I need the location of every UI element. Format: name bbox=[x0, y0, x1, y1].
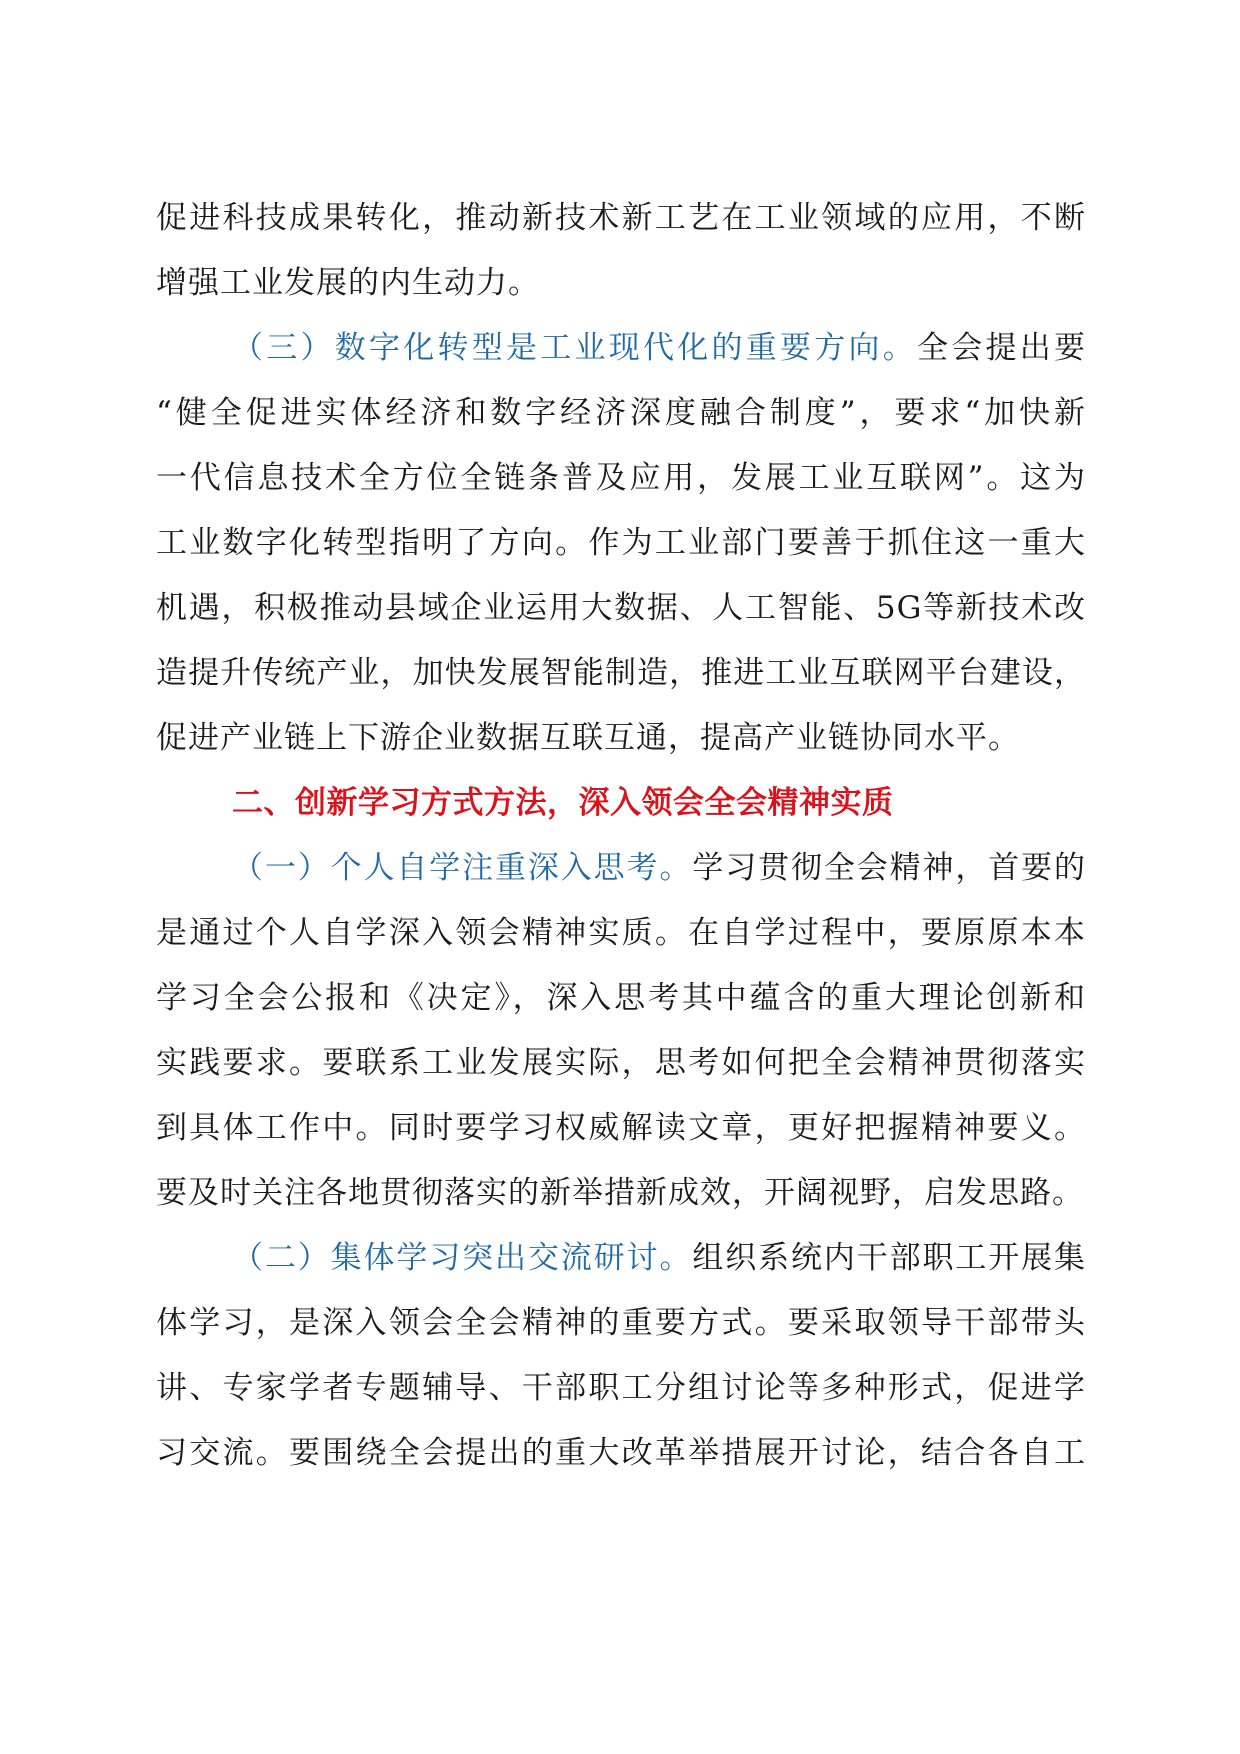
text-line: “健全促进实体经济和数字经济深度融合制度”，要求“加快新 bbox=[156, 395, 1086, 431]
text-fragment: 组织系统内干部职工开展集 bbox=[692, 1240, 1087, 1276]
text-line: 促进科技成果转化，推动新技术新工艺在工业领域的应用，不断 bbox=[156, 200, 1086, 236]
subheading-three: （三）数字化转型是工业现代化的重要方向。 bbox=[232, 330, 917, 366]
paragraph-continuation bbox=[156, 186, 1086, 316]
text-line: 实践要求。要联系工业发展实际，思考如何把全会精神贯彻落实 bbox=[156, 1045, 1086, 1081]
paragraph-group-study bbox=[156, 1226, 1086, 1486]
subheading-one: （一）个人自学注重深入思考。 bbox=[232, 850, 693, 886]
text-line: 讲、专家学者专题辅导、干部职工分组讨论等多种形式，促进学 bbox=[156, 1370, 1086, 1406]
text-line: 促进产业链上下游企业数据互联互通，提高产业链协同水平。 bbox=[156, 720, 1020, 756]
text-line bbox=[156, 1226, 1086, 1291]
paragraph-digital-transformation bbox=[156, 316, 1086, 771]
paragraph-self-study bbox=[156, 836, 1086, 1226]
text-line: 体学习，是深入领会全会精神的重要方式。要采取领导干部带头 bbox=[156, 1305, 1086, 1341]
text-line: 工业数字化转型指明了方向。作为工业部门要善于抓住这一重大 bbox=[156, 525, 1086, 561]
text-line: 是通过个人自学深入领会精神实质。在自学过程中，要原原本本 bbox=[156, 915, 1086, 951]
text-line bbox=[156, 316, 1086, 381]
text-line: 到具体工作中。同时要学习权威解读文章，更好把握精神要义。 bbox=[156, 1110, 1086, 1146]
text-line: 增强工业发展的内生动力。 bbox=[156, 265, 540, 301]
text-fragment: 全会提出要 bbox=[917, 330, 1086, 366]
text-line: 习交流。要围绕全会提出的重大改革举措展开讨论，结合各自工 bbox=[156, 1435, 1086, 1471]
text-line: 要及时关注各地贯彻落实的新举措新成效，开阔视野，启发思路。 bbox=[156, 1175, 1084, 1211]
text-line: 机遇，积极推动县域企业运用大数据、人工智能、5G等新技术改 bbox=[156, 590, 1086, 626]
text-line: 一代信息技术全方位全链条普及应用，发展工业互联网”。这为 bbox=[156, 460, 1086, 496]
text-fragment: 学习贯彻全会精神，首要的 bbox=[692, 850, 1087, 886]
text-line: 造提升传统产业，加快发展智能制造，推进工业互联网平台建设， bbox=[156, 655, 1086, 691]
text-line: 学习全会公报和《决定》，深入思考其中蕴含的重大理论创新和 bbox=[156, 980, 1086, 1016]
section-heading-two: 二、创新学习方式方法，深入领会全会精神实质 bbox=[232, 785, 894, 821]
text-line bbox=[156, 836, 1086, 901]
subheading-two: （二）集体学习突出交流研讨。 bbox=[232, 1240, 693, 1276]
document-page bbox=[156, 186, 1086, 1486]
